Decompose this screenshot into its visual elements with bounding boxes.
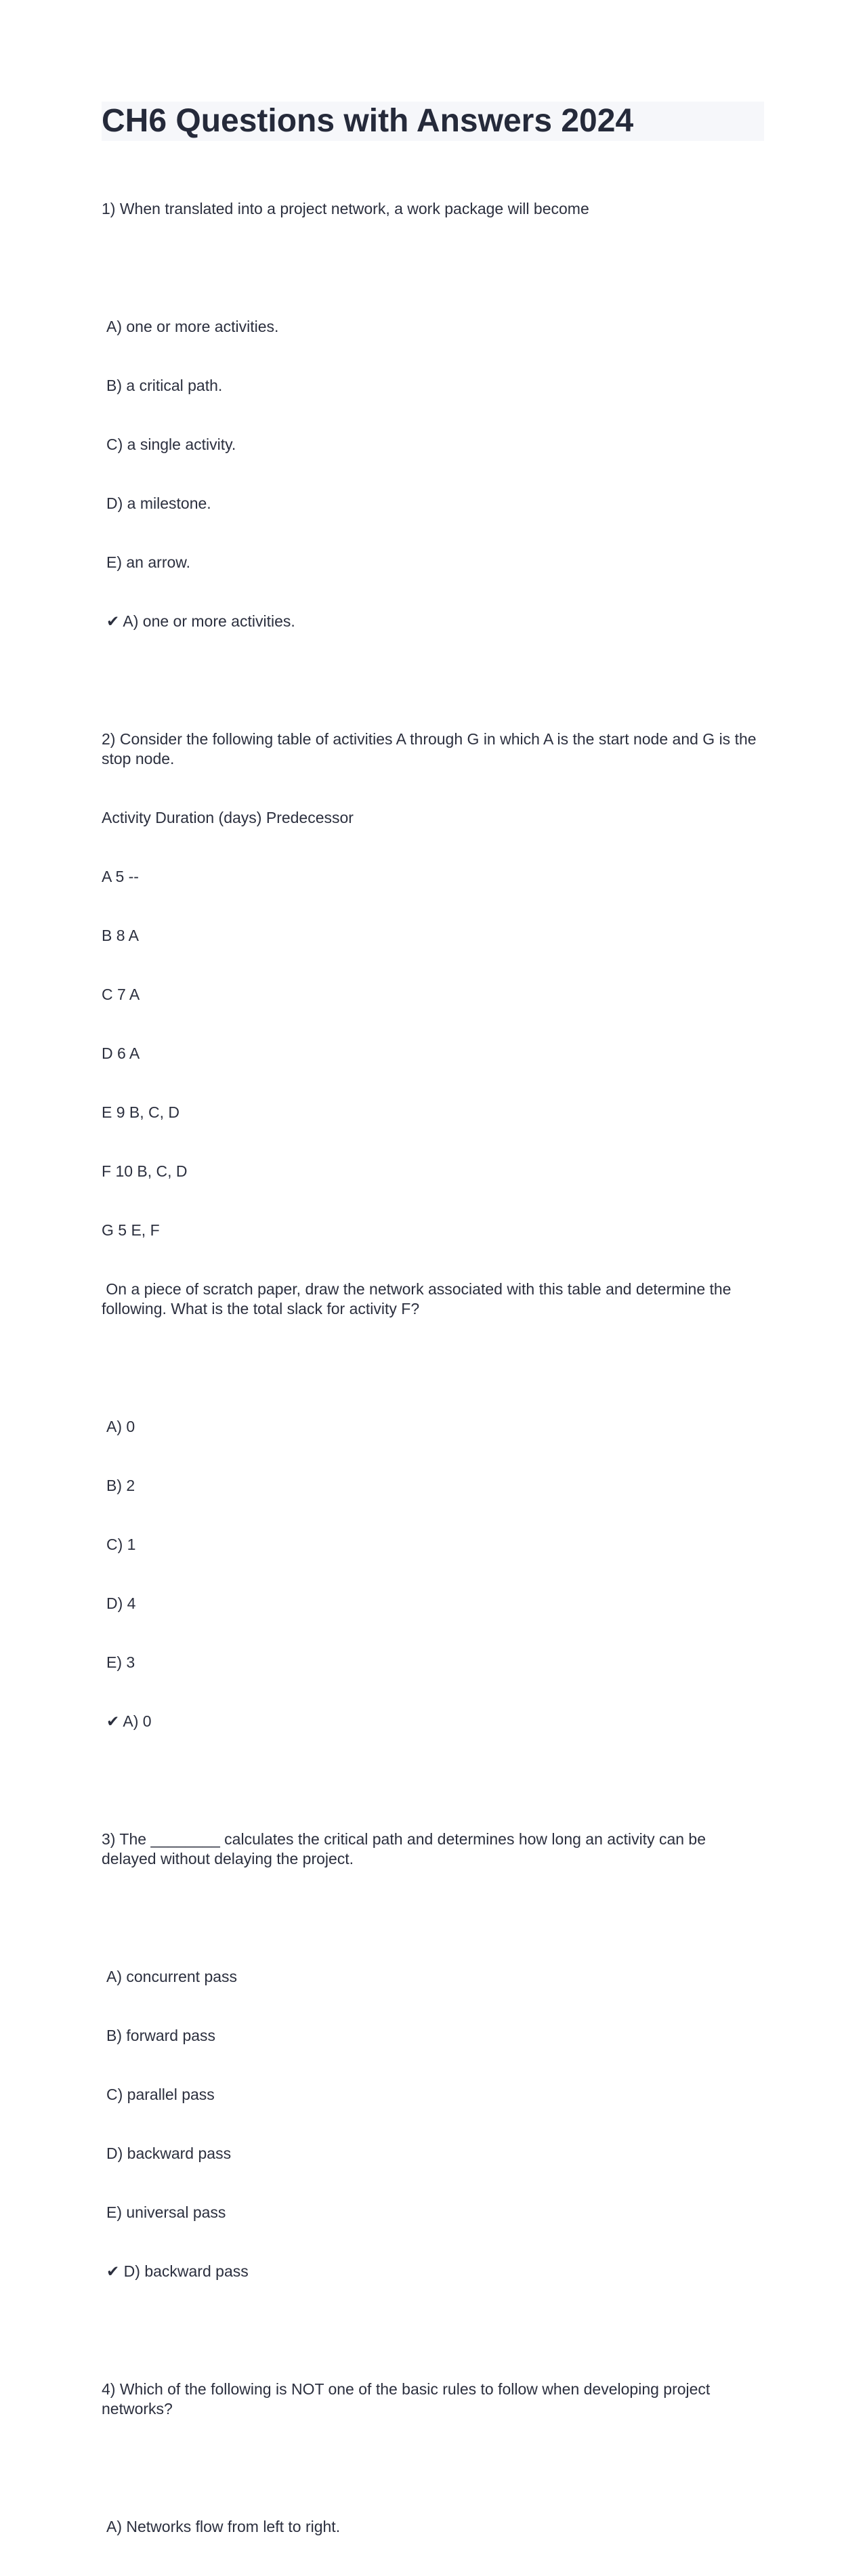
option: A) Networks flow from left to right. (106, 2518, 341, 2535)
question-stem: 4) Which of the following is NOT one of the basic rules to follow when developing project networks? (102, 2380, 715, 2417)
question-4 (102, 2340, 764, 2576)
question-stem: 2) Consider the following table of activities A through G in which A is the start node and G is the stop node. (102, 730, 761, 767)
option: B) 2 (106, 1477, 135, 1494)
option: D) 4 (106, 1595, 136, 1612)
option: A) concurrent pass (106, 1968, 238, 1985)
table-row: D 6 A (102, 1044, 140, 1062)
table-header: Activity Duration (days) Predecessor (102, 809, 354, 826)
question-2 (102, 690, 764, 1771)
option: E) universal pass (106, 2203, 226, 2221)
option: C) 1 (106, 1536, 136, 1553)
correct-answer: ✔ A) 0 (106, 1712, 152, 1730)
table-row: C 7 A (102, 986, 140, 1003)
question-stem: 3) The ________ calculates the critical path and determines how long an activity can be delayed without delaying the project. (102, 1830, 711, 1867)
option: E) 3 (106, 1653, 135, 1671)
option: C) a single activity. (106, 436, 236, 453)
table-row: B 8 A (102, 927, 139, 944)
title-bar (102, 102, 764, 141)
option: C) parallel pass (106, 2086, 215, 2103)
option: D) a milestone. (106, 494, 211, 512)
table-row: E 9 B, C, D (102, 1103, 180, 1121)
correct-answer: ✔ D) backward pass (106, 2262, 249, 2280)
question-3 (102, 1790, 764, 2321)
option: E) an arrow. (106, 553, 190, 571)
option: A) 0 (106, 1418, 135, 1435)
document-page (102, 102, 764, 2576)
option: A) one or more activities. (106, 318, 279, 335)
option: D) backward pass (106, 2145, 232, 2162)
table-row: A 5 -- (102, 868, 139, 885)
question-1 (102, 160, 764, 671)
option: B) a critical path. (106, 377, 223, 394)
page-title: CH6 Questions with Answers 2024 (102, 103, 634, 139)
option: B) forward pass (106, 2027, 216, 2044)
question-stem-tail: On a piece of scratch paper, draw the network associated with this table and determine the following. What is the total slack for activity F? (102, 1280, 736, 1317)
correct-answer: ✔ A) one or more activities. (106, 612, 295, 630)
question-stem: 1) When translated into a project network, a work package will become (102, 200, 589, 217)
table-row: F 10 B, C, D (102, 1162, 188, 1180)
table-row: G 5 E, F (102, 1221, 160, 1239)
